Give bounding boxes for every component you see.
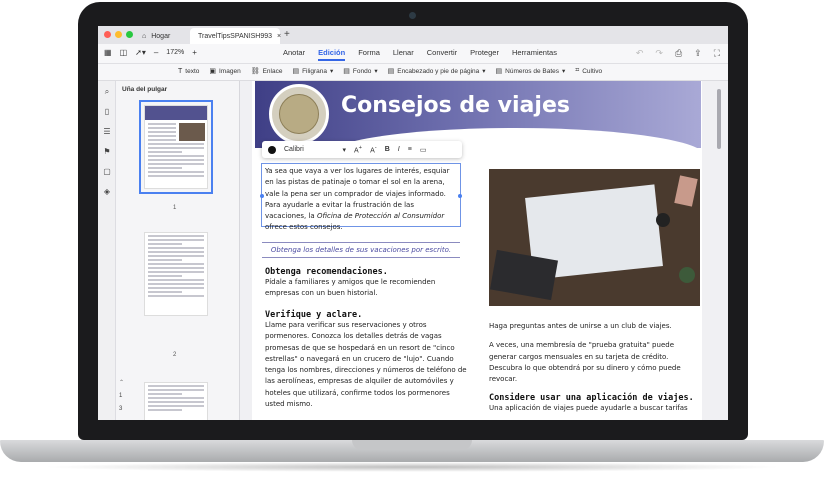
crop-tool[interactable] — [575, 67, 602, 75]
right-paragraph-1[interactable]: Haga preguntas antes de unirse a un club de viajes. — [489, 322, 672, 330]
zoom-level[interactable]: 172% — [166, 49, 185, 56]
camera — [409, 12, 416, 19]
thumbnail-photo — [179, 123, 205, 141]
comment-icon[interactable]: ▢ — [103, 167, 111, 176]
camera-graphic — [656, 213, 670, 227]
section-body[interactable]: Pídale a familiares y amigos que le recomienden empresas con un buen historial. — [265, 278, 436, 298]
selected-text-box[interactable] — [261, 163, 461, 232]
decrease-font-icon[interactable]: A- — [370, 144, 377, 155]
text-tool[interactable] — [178, 67, 199, 75]
close-window-button[interactable] — [104, 31, 111, 38]
chevron-down-icon: ▾ — [330, 68, 334, 75]
header-footer-tool[interactable] — [388, 67, 486, 75]
tab-document[interactable] — [190, 28, 280, 44]
callout-banner[interactable]: Obtenga los detalles de sus vacaciones por escrito. — [262, 242, 460, 258]
grid-view-icon[interactable]: ▦ — [104, 48, 112, 57]
thumbnail-page-2[interactable] — [144, 232, 208, 316]
menu-right-controls — [636, 48, 720, 59]
document-title[interactable]: Consejos de viajes — [341, 93, 570, 118]
bold-icon[interactable]: B — [384, 146, 390, 153]
panel-toggle-icon[interactable]: ◫ — [119, 48, 128, 57]
intro-italic-text: Oficina de Protección al Consumidor — [316, 212, 445, 221]
tab-home-label: Hogar — [151, 32, 171, 40]
link-tool-label: Enlace — [262, 67, 283, 75]
text-icon: T — [178, 67, 183, 75]
header-footer-tool-label: Encabezado y pie de página — [397, 67, 480, 75]
watermark-tool-label: Filigrana — [302, 67, 328, 75]
image-tool[interactable] — [209, 67, 240, 75]
text-format-bar — [262, 141, 462, 158]
thumbnail-page-number: 1 — [173, 205, 177, 211]
tab-document-label: TravelTipsSPANISH993 — [198, 32, 273, 40]
image-tool-label: Imagen — [219, 67, 241, 75]
intro-paragraph[interactable] — [262, 164, 460, 236]
align-icon[interactable]: ≡ — [407, 146, 412, 153]
laptop-notch — [352, 440, 472, 450]
title-banner — [255, 81, 701, 148]
link-icon: ⛓ — [250, 68, 260, 75]
right-paragraph-2[interactable]: A veces, una membresía de "prueba gratuita" puede generar cargos mensuales en su tarjeta de crédito. Descubra lo que obtendrá por su dinero y cómo puede revocar. — [489, 341, 681, 384]
share-icon[interactable]: ⇪ — [694, 48, 702, 58]
page-jump-3[interactable]: 3 — [119, 406, 123, 412]
intro-end-text: ofrece estos consejos. — [265, 223, 343, 232]
section-recommendations — [265, 267, 470, 300]
undo-icon[interactable]: ↶ — [635, 48, 644, 58]
home-icon: ⌂ — [142, 32, 147, 40]
chevron-down-icon: ▾ — [482, 68, 486, 75]
chevron-down-icon: ▾ — [342, 146, 346, 154]
redo-icon[interactable]: ↷ — [655, 48, 663, 58]
page-jump-1[interactable]: 1 — [119, 393, 123, 399]
fullscreen-icon[interactable]: ⛶ — [713, 48, 720, 58]
cursor-select-icon[interactable]: ➚▾ — [135, 48, 146, 57]
print-icon[interactable]: ⎙ — [674, 48, 683, 58]
vertical-scrollbar[interactable] — [717, 89, 721, 149]
document-viewport — [240, 81, 728, 420]
edit-tools — [178, 67, 602, 75]
background-icon: ▤ — [343, 68, 350, 75]
tab-home[interactable] — [134, 28, 178, 44]
link-tool[interactable] — [251, 67, 283, 75]
font-name: Calibri — [284, 145, 304, 153]
bates-tool-label: Números de Bates — [505, 67, 560, 75]
bates-tool[interactable] — [496, 67, 566, 75]
thumbnail-page-3[interactable] — [144, 382, 208, 420]
travel-map-photo[interactable] — [489, 169, 700, 306]
watermark-tool[interactable] — [292, 67, 333, 75]
italic-icon[interactable]: I — [397, 146, 400, 153]
menu-protect[interactable]: Proteger — [470, 48, 499, 57]
thumbnail-page-1[interactable] — [144, 105, 208, 189]
menu-edit[interactable]: Edición — [318, 48, 345, 61]
crop-icon: ⌗ — [575, 67, 580, 74]
menu-form[interactable]: Forma — [358, 48, 380, 57]
text-color-picker[interactable] — [268, 146, 276, 154]
menu-convert[interactable]: Convertir — [426, 48, 458, 57]
resize-handle[interactable] — [260, 194, 264, 198]
scroll-up-icon[interactable]: ⌃ — [119, 380, 125, 386]
laptop-shadow — [40, 462, 784, 472]
section-verify — [265, 310, 470, 410]
section-heading[interactable]: Obtenga recomendaciones. — [265, 267, 388, 277]
title-bar — [98, 26, 728, 44]
search-icon[interactable]: ⌕ — [104, 87, 110, 96]
menu-left-controls — [104, 48, 197, 57]
intro-text: Ya sea que vaya a ver los lugares de interés, esquiar en las pistas de patinaje o tomar el sol en la arena, vale la pena ser un comprador de viajes informado. Para ayudarle a evitar la frustración de las vacaciones, la — [265, 167, 450, 221]
more-options-icon[interactable]: ▭ — [419, 146, 427, 154]
section-body[interactable]: Llame para verificar sus reservaciones y otros pormenores. Conozca los detalles detrás de vagas promesas de que se hospedará en un resort de "cinco estrellas" o navegará en un crucero de "lujo". Cuando tenga los nombres, direcciones y números de teléfono de las aerolíneas, empresas de alquiler de automóviles y hoteles que utilizará, confirme todos los pormenores usted mismo. — [265, 321, 467, 409]
section-heading[interactable]: Considere usar una aplicación de viajes. — [489, 393, 694, 404]
plant-graphic — [679, 267, 695, 283]
zoom-in-button[interactable]: + — [192, 48, 197, 57]
right-column — [489, 321, 699, 415]
thumbnail-panel — [116, 81, 240, 420]
app-window — [98, 26, 728, 420]
page-thumbnail-icon[interactable]: ▯ — [104, 107, 110, 116]
left-rail — [98, 81, 116, 420]
background-tool[interactable] — [343, 67, 377, 75]
menu-annotate[interactable]: Anotar — [283, 48, 306, 57]
thumbnail-banner — [145, 106, 207, 120]
font-select[interactable] — [284, 146, 346, 154]
menu-tools[interactable]: Herramientas — [511, 48, 557, 57]
menu-tabs — [283, 48, 557, 61]
menu-bar — [98, 44, 728, 64]
crop-tool-label: Cultivo — [582, 67, 603, 75]
thumbnail-page-number: 2 — [173, 352, 177, 358]
document-page — [252, 81, 702, 420]
resize-handle[interactable] — [458, 194, 462, 198]
window-controls — [104, 31, 133, 38]
zoom-out-button[interactable]: – — [153, 48, 159, 57]
header-footer-icon: ▤ — [387, 68, 395, 75]
chevron-down-icon: ▾ — [562, 68, 566, 75]
attachment-icon[interactable]: ◈ — [103, 187, 111, 196]
chevron-down-icon: ▾ — [374, 68, 378, 75]
state-seal-image — [269, 84, 329, 144]
increase-font-icon[interactable]: A+ — [354, 144, 363, 155]
minimize-window-button[interactable] — [115, 31, 122, 38]
phone-graphic — [674, 175, 697, 206]
image-icon: ▣ — [209, 68, 216, 75]
maximize-window-button[interactable] — [126, 31, 133, 38]
thumbnail-panel-title: Uña del pulgar — [122, 86, 168, 93]
close-tab-icon[interactable]: × — [277, 32, 282, 40]
watermark-icon: ▤ — [292, 68, 300, 75]
section-heading[interactable]: Verifique y aclare. — [265, 310, 363, 320]
menu-fill[interactable]: Llenar — [392, 48, 414, 57]
bookmark-icon[interactable]: ⚑ — [103, 147, 111, 156]
section-body[interactable]: Una aplicación de viajes puede ayudarle a buscar tarifas — [489, 404, 688, 413]
background-tool-label: Fondo — [352, 67, 372, 75]
new-tab-button[interactable]: + — [284, 29, 290, 40]
outline-icon[interactable]: ☰ — [103, 127, 111, 136]
text-tool-label: texto — [185, 67, 200, 75]
bates-icon: ▤ — [495, 68, 503, 75]
edit-toolbar — [98, 64, 728, 81]
